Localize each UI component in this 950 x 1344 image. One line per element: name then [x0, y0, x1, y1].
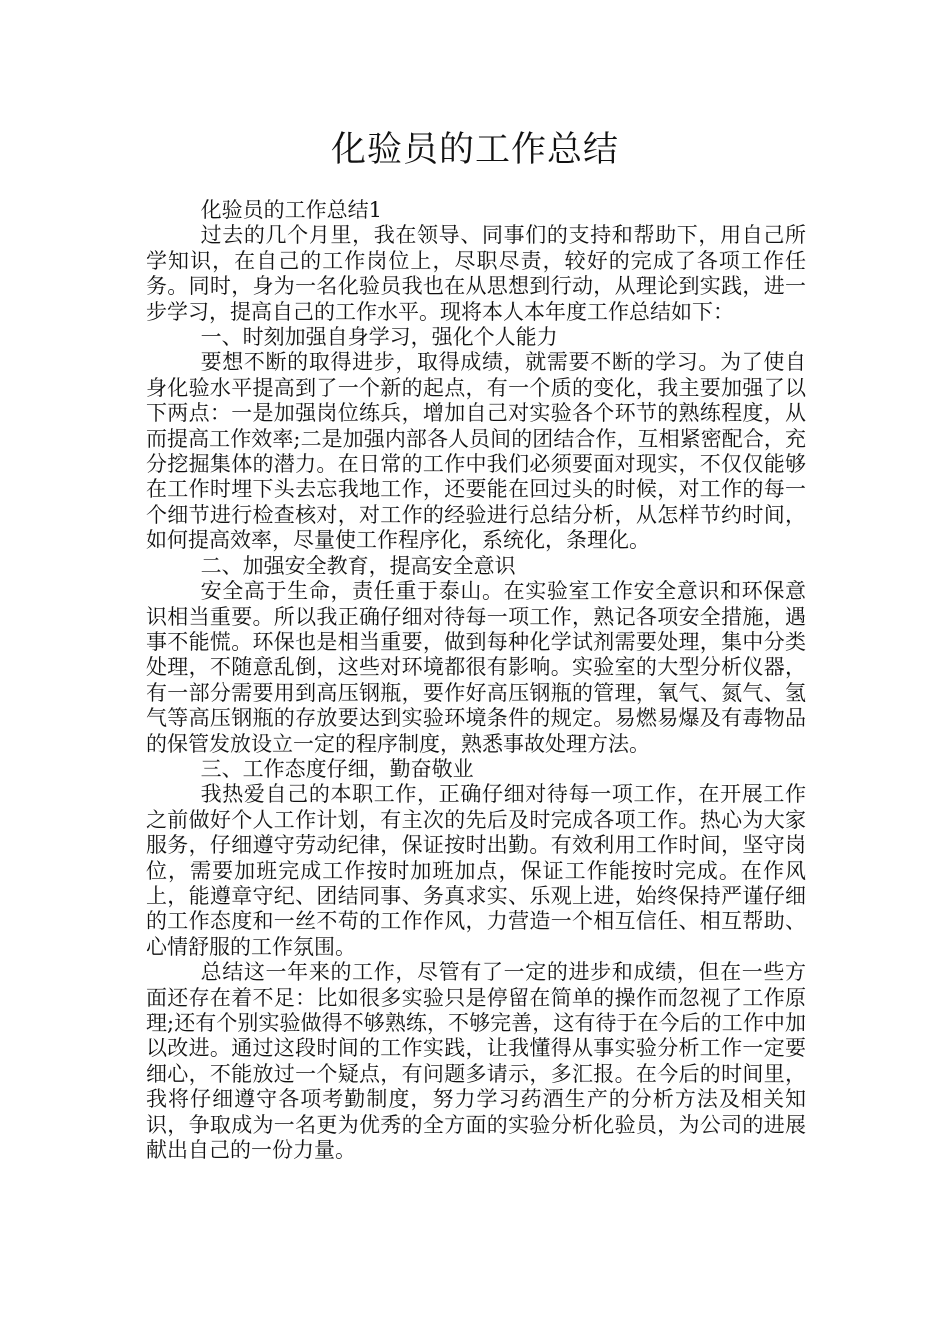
body-paragraph-3: 我热爱自己的本职工作，正确仔细对待每一项工作，在开展工作之前做好个人工作计划，有主次的先后及时完成各项工作。热心为大家服务，仔细遵守劳动纪律，保证按时出勤。有效利用工作时间，坚守岗位，需要加班完成工作按时加班加点，保证工作能按时完成。在作风上，能遵章守纪、团结同事、务真求实、乐观上进，始终保持严谨仔细的工作态度和一丝不苟的工作作风，力营造一个相互信任、相互帮助、心情舒服的工作氛围。 — [146, 782, 806, 959]
body-paragraph-1: 要想不断的取得进步，取得成绩，就需要不断的学习。为了使自身化验水平提高到了一个新的起点，有一个质的变化，我主要加强了以下两点：一是加强岗位练兵，增加自己对实验各个环节的熟练程度，从而提高工作效率;二是加强内部各人员间的团结合作，互相紧密配合，充分挖掘集体的潜力。在日常的工作中我们必须要面对现实，不仅仅能够在工作时埋下头去忘我地工作，还要能在回过头的时候，对工作的每一个细节进行检查核对，对工作的经验进行总结分析，从怎样节约时间，如何提高效率，尽量使工作程序化，系统化，条理化。 — [146, 350, 806, 553]
conclusion-paragraph: 总结这一年来的工作，尽管有了一定的进步和成绩，但在一些方面还存在着不足：比如很多实验只是停留在简单的操作而忽视了工作原理;还有个别实验做得不够熟练，不够完善，这有待于在今后的工作中加以改进。通过这段时间的工作实践，让我懂得从事实验分析工作一定要细心，不能放过一个疑点，有问题多请示，多汇报。在今后的时间里，我将仔细遵守各项考勤制度，努力学习药酒生产的分析方法及相关知识，争取成为一名更为优秀的全方面的实验分析化验员，为公司的进展献出自己的一份力量。 — [146, 960, 806, 1163]
section-subtitle: 化验员的工作总结1 — [200, 198, 382, 222]
section-heading-3: 三、工作态度仔细，勤奋敬业 — [200, 756, 474, 781]
document-title: 化验员的工作总结 — [330, 130, 619, 170]
section-heading-2: 二、加强安全教育，提高安全意识 — [200, 553, 516, 578]
section-heading-1: 一、时刻加强自身学习，强化个人能力 — [200, 325, 558, 350]
body-paragraph-2: 安全高于生命，责任重于泰山。在实验室工作安全意识和环保意识相当重要。所以我正确仔细对待每一项工作，熟记各项安全措施，遇事不能慌。环保也是相当重要，做到每种化学试剂需要处理，集中分类处理，不随意乱倒，这些对环境都很有影响。实验室的大型分析仪器，有一部分需要用到高压钢瓶，要作好高压钢瓶的管理，氧气、氮气、氢气等高压钢瓶的存放要达到实验环境条件的规定。易燃易爆及有毒物品的保管发放设立一定的程序制度，熟悉事故处理方法。 — [146, 579, 806, 756]
intro-paragraph: 过去的几个月里，我在领导、同事们的支持和帮助下，用自己所学知识，在自己的工作岗位上，尽职尽责，较好的完成了各项工作任务。同时，身为一名化验员我也在从思想到行动，从理论到实践，进一步学习，提高自己的工作水平。现将本人本年度工作总结如下： — [146, 223, 806, 324]
document-body — [146, 198, 806, 1163]
